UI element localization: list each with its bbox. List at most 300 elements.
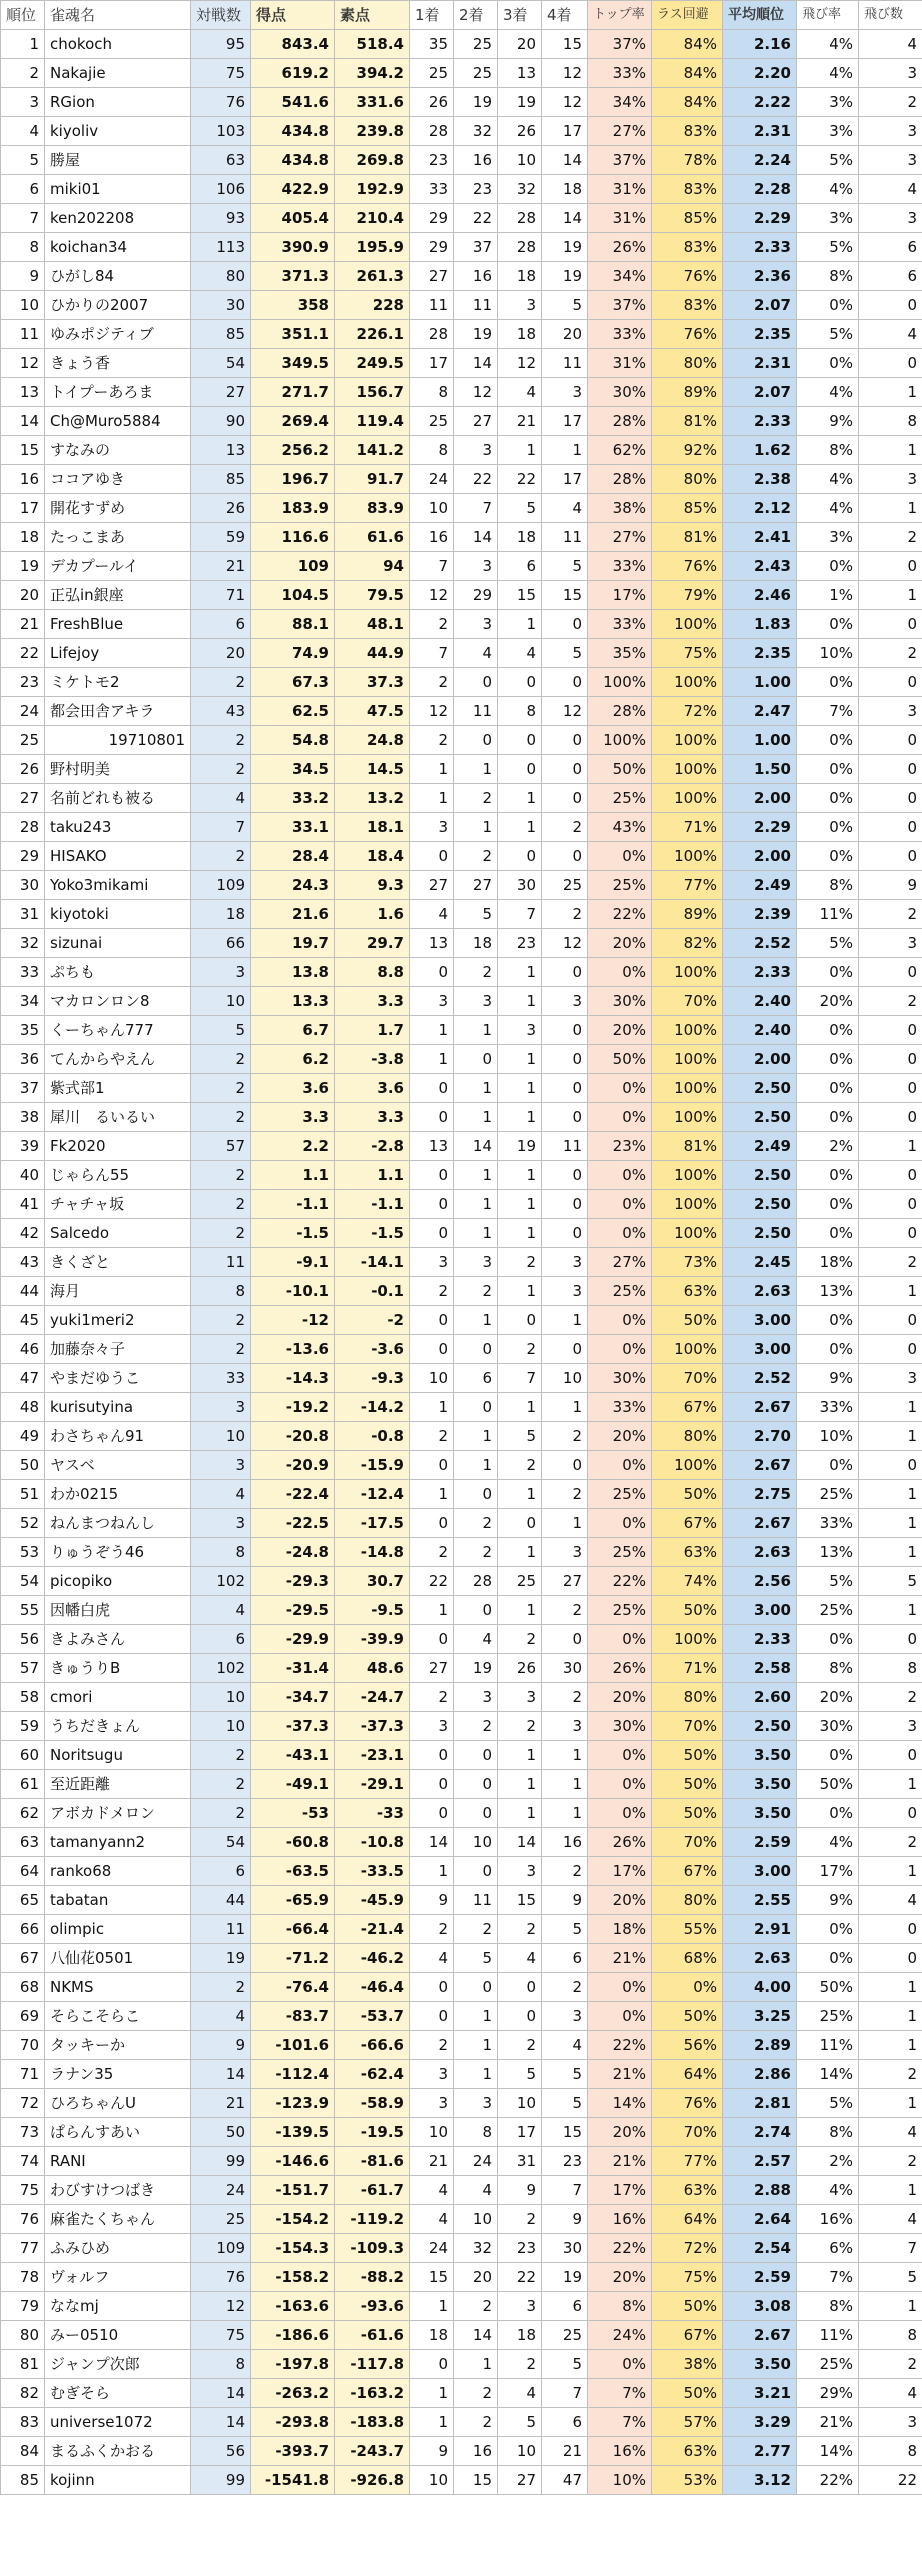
second-cell: 19: [454, 1654, 498, 1683]
fourth-cell: 3: [542, 1248, 588, 1277]
games-cell: 59: [191, 523, 251, 552]
games-cell: 14: [191, 2060, 251, 2089]
score-cell: 19.7: [251, 929, 335, 958]
rank-cell: 33: [1, 958, 45, 987]
second-cell: 2: [454, 842, 498, 871]
rank-cell: 19: [1, 552, 45, 581]
name-cell: FreshBlue: [45, 610, 191, 639]
last-avoid-cell: 84%: [652, 88, 723, 117]
avg-rank-cell: 2.60: [723, 1683, 797, 1712]
last-avoid-cell: 76%: [652, 262, 723, 291]
first-cell: 10: [410, 2466, 454, 2495]
score-cell: -163.6: [251, 2292, 335, 2321]
third-cell: 13: [498, 59, 542, 88]
second-cell: 1: [454, 755, 498, 784]
table-row: [1, 697, 922, 726]
rank-cell: 78: [1, 2263, 45, 2292]
first-cell: 10: [410, 2118, 454, 2147]
score-cell: -14.3: [251, 1364, 335, 1393]
name-cell: 正弘in銀座: [45, 581, 191, 610]
table-row: [1, 929, 922, 958]
top-rate-cell: 25%: [588, 784, 652, 813]
name-cell: ミケトモ2: [45, 668, 191, 697]
avg-rank-cell: 3.00: [723, 1335, 797, 1364]
score-cell: -139.5: [251, 2118, 335, 2147]
name-cell: たっこまあ: [45, 523, 191, 552]
score-cell: 541.6: [251, 88, 335, 117]
score-cell: 371.3: [251, 262, 335, 291]
rank-cell: 47: [1, 1364, 45, 1393]
last-avoid-cell: 55%: [652, 1915, 723, 1944]
raw-score-cell: -14.2: [335, 1393, 410, 1422]
name-cell: わびすけつばき: [45, 2176, 191, 2205]
first-cell: 0: [410, 1335, 454, 1364]
games-cell: 43: [191, 697, 251, 726]
bust-rate-cell: 4%: [797, 1828, 859, 1857]
top-rate-cell: 23%: [588, 1132, 652, 1161]
rank-cell: 11: [1, 320, 45, 349]
name-cell: picopiko: [45, 1567, 191, 1596]
avg-rank-cell: 2.00: [723, 842, 797, 871]
rank-cell: 20: [1, 581, 45, 610]
bust-rate-cell: 25%: [797, 1596, 859, 1625]
second-cell: 0: [454, 1393, 498, 1422]
table-row: [1, 1219, 922, 1248]
name-cell: てんからやえん: [45, 1045, 191, 1074]
games-cell: 93: [191, 204, 251, 233]
name-cell: タッキーか: [45, 2031, 191, 2060]
first-cell: 1: [410, 2292, 454, 2321]
table-row: [1, 1248, 922, 1277]
games-cell: 5: [191, 1016, 251, 1045]
fourth-cell: 0: [542, 842, 588, 871]
score-cell: 116.6: [251, 523, 335, 552]
bust-rate-cell: 11%: [797, 2321, 859, 2350]
games-cell: 25: [191, 2205, 251, 2234]
third-cell: 19: [498, 1132, 542, 1161]
raw-score-cell: -61.7: [335, 2176, 410, 2205]
bust-count-cell: 2: [859, 2350, 922, 2379]
table-row: [1, 1364, 922, 1393]
rank-cell: 71: [1, 2060, 45, 2089]
second-cell: 29: [454, 581, 498, 610]
last-avoid-cell: 92%: [652, 436, 723, 465]
bust-rate-cell: 0%: [797, 1045, 859, 1074]
score-cell: 104.5: [251, 581, 335, 610]
fourth-cell: 0: [542, 610, 588, 639]
third-cell: 1: [498, 1596, 542, 1625]
table-row: [1, 987, 922, 1016]
second-cell: 2: [454, 2292, 498, 2321]
rank-cell: 67: [1, 1944, 45, 1973]
name-cell: ひろちゃんU: [45, 2089, 191, 2118]
second-cell: 5: [454, 1944, 498, 1973]
table-row: [1, 1799, 922, 1828]
third-cell: 23: [498, 929, 542, 958]
games-cell: 85: [191, 465, 251, 494]
avg-rank-cell: 2.49: [723, 871, 797, 900]
bust-count-cell: 8: [859, 2321, 922, 2350]
raw-score-cell: -9.5: [335, 1596, 410, 1625]
bust-rate-cell: 30%: [797, 1712, 859, 1741]
last-avoid-cell: 81%: [652, 1132, 723, 1161]
top-rate-cell: 20%: [588, 1886, 652, 1915]
first-cell: 14: [410, 1828, 454, 1857]
first-cell: 0: [410, 1103, 454, 1132]
second-cell: 22: [454, 204, 498, 233]
name-cell: 開花すずめ: [45, 494, 191, 523]
raw-score-cell: 14.5: [335, 755, 410, 784]
rank-cell: 44: [1, 1277, 45, 1306]
score-cell: 34.5: [251, 755, 335, 784]
games-cell: 8: [191, 1538, 251, 1567]
avg-rank-cell: 3.00: [723, 1306, 797, 1335]
table-row: [1, 378, 922, 407]
col-header-last-avoid: ラス回避: [652, 1, 723, 30]
score-cell: -24.8: [251, 1538, 335, 1567]
games-cell: 75: [191, 2321, 251, 2350]
third-cell: 3: [498, 291, 542, 320]
col-header-games: 対戦数: [191, 1, 251, 30]
games-cell: 2: [191, 726, 251, 755]
bust-count-cell: 6: [859, 262, 922, 291]
bust-rate-cell: 8%: [797, 262, 859, 291]
avg-rank-cell: 2.88: [723, 2176, 797, 2205]
top-rate-cell: 28%: [588, 697, 652, 726]
bust-rate-cell: 4%: [797, 494, 859, 523]
second-cell: 1: [454, 1016, 498, 1045]
second-cell: 27: [454, 871, 498, 900]
bust-count-cell: 0: [859, 610, 922, 639]
bust-rate-cell: 5%: [797, 929, 859, 958]
raw-score-cell: 331.6: [335, 88, 410, 117]
bust-count-cell: 5: [859, 2263, 922, 2292]
fourth-cell: 3: [542, 1538, 588, 1567]
avg-rank-cell: 4.00: [723, 1973, 797, 2002]
top-rate-cell: 20%: [588, 2263, 652, 2292]
first-cell: 18: [410, 2321, 454, 2350]
second-cell: 14: [454, 1132, 498, 1161]
name-cell: Yoko3mikami: [45, 871, 191, 900]
raw-score-cell: -1.5: [335, 1219, 410, 1248]
raw-score-cell: -29.1: [335, 1770, 410, 1799]
table-row: [1, 436, 922, 465]
third-cell: 3: [498, 2292, 542, 2321]
raw-score-cell: 79.5: [335, 581, 410, 610]
fourth-cell: 5: [542, 1915, 588, 1944]
table-row: [1, 117, 922, 146]
last-avoid-cell: 50%: [652, 1480, 723, 1509]
fourth-cell: 2: [542, 1422, 588, 1451]
avg-rank-cell: 2.55: [723, 1886, 797, 1915]
fourth-cell: 30: [542, 2234, 588, 2263]
rank-cell: 25: [1, 726, 45, 755]
bust-rate-cell: 0%: [797, 1451, 859, 1480]
first-cell: 0: [410, 1306, 454, 1335]
top-rate-cell: 100%: [588, 668, 652, 697]
rank-cell: 35: [1, 1016, 45, 1045]
name-cell: くーちゃん777: [45, 1016, 191, 1045]
score-cell: -65.9: [251, 1886, 335, 1915]
top-rate-cell: 43%: [588, 813, 652, 842]
games-cell: 3: [191, 1451, 251, 1480]
games-cell: 30: [191, 291, 251, 320]
table-row: [1, 2466, 922, 2495]
name-cell: taku243: [45, 813, 191, 842]
table-row: [1, 1393, 922, 1422]
games-cell: 80: [191, 262, 251, 291]
third-cell: 3: [498, 1857, 542, 1886]
name-cell: ranko68: [45, 1857, 191, 1886]
top-rate-cell: 16%: [588, 2437, 652, 2466]
bust-rate-cell: 0%: [797, 813, 859, 842]
fourth-cell: 3: [542, 378, 588, 407]
games-cell: 13: [191, 436, 251, 465]
col-header-top-rate: トップ率: [588, 1, 652, 30]
bust-count-cell: 5: [859, 1567, 922, 1596]
avg-rank-cell: 3.50: [723, 1799, 797, 1828]
top-rate-cell: 0%: [588, 1190, 652, 1219]
second-cell: 20: [454, 2263, 498, 2292]
name-cell: ken202208: [45, 204, 191, 233]
top-rate-cell: 30%: [588, 987, 652, 1016]
table-row: [1, 1103, 922, 1132]
table-row: [1, 1712, 922, 1741]
table-row: [1, 1654, 922, 1683]
table-row: [1, 2321, 922, 2350]
name-cell: 麻雀たくちゃん: [45, 2205, 191, 2234]
raw-score-cell: -93.6: [335, 2292, 410, 2321]
score-cell: -13.6: [251, 1335, 335, 1364]
last-avoid-cell: 67%: [652, 1393, 723, 1422]
bust-rate-cell: 0%: [797, 610, 859, 639]
third-cell: 30: [498, 871, 542, 900]
bust-rate-cell: 25%: [797, 2350, 859, 2379]
first-cell: 3: [410, 2089, 454, 2118]
score-cell: -1.5: [251, 1219, 335, 1248]
score-cell: -53: [251, 1799, 335, 1828]
last-avoid-cell: 83%: [652, 117, 723, 146]
name-cell: デカプールイ: [45, 552, 191, 581]
score-cell: -154.2: [251, 2205, 335, 2234]
fourth-cell: 3: [542, 2002, 588, 2031]
table-row: [1, 262, 922, 291]
second-cell: 1: [454, 2350, 498, 2379]
avg-rank-cell: 2.07: [723, 378, 797, 407]
last-avoid-cell: 50%: [652, 1799, 723, 1828]
last-avoid-cell: 50%: [652, 2379, 723, 2408]
raw-score-cell: 61.6: [335, 523, 410, 552]
bust-rate-cell: 0%: [797, 842, 859, 871]
bust-count-cell: 1: [859, 1132, 922, 1161]
name-cell: 都会田舎アキラ: [45, 697, 191, 726]
rank-cell: 76: [1, 2205, 45, 2234]
fourth-cell: 0: [542, 1074, 588, 1103]
avg-rank-cell: 1.83: [723, 610, 797, 639]
third-cell: 15: [498, 1886, 542, 1915]
raw-score-cell: 30.7: [335, 1567, 410, 1596]
name-cell: ヴォルフ: [45, 2263, 191, 2292]
bust-count-cell: 0: [859, 1103, 922, 1132]
top-rate-cell: 22%: [588, 900, 652, 929]
score-cell: 88.1: [251, 610, 335, 639]
second-cell: 1: [454, 813, 498, 842]
fourth-cell: 11: [542, 1132, 588, 1161]
second-cell: 22: [454, 465, 498, 494]
second-cell: 25: [454, 30, 498, 59]
last-avoid-cell: 71%: [652, 1654, 723, 1683]
name-cell: じゃらん55: [45, 1161, 191, 1190]
raw-score-cell: -3.8: [335, 1045, 410, 1074]
last-avoid-cell: 80%: [652, 1683, 723, 1712]
top-rate-cell: 34%: [588, 88, 652, 117]
first-cell: 33: [410, 175, 454, 204]
bust-count-cell: 1: [859, 581, 922, 610]
fourth-cell: 17: [542, 465, 588, 494]
second-cell: 11: [454, 697, 498, 726]
table-row: [1, 581, 922, 610]
rank-cell: 53: [1, 1538, 45, 1567]
second-cell: 8: [454, 2118, 498, 2147]
first-cell: 10: [410, 1364, 454, 1393]
score-cell: 62.5: [251, 697, 335, 726]
fourth-cell: 19: [542, 262, 588, 291]
third-cell: 2: [498, 1915, 542, 1944]
rank-cell: 17: [1, 494, 45, 523]
last-avoid-cell: 81%: [652, 523, 723, 552]
score-cell: 405.4: [251, 204, 335, 233]
table-row: [1, 1016, 922, 1045]
bust-rate-cell: 0%: [797, 1306, 859, 1335]
score-cell: -158.2: [251, 2263, 335, 2292]
raw-score-cell: 24.8: [335, 726, 410, 755]
bust-count-cell: 2: [859, 2147, 922, 2176]
rank-cell: 56: [1, 1625, 45, 1654]
fourth-cell: 15: [542, 30, 588, 59]
fourth-cell: 19: [542, 2263, 588, 2292]
score-cell: -9.1: [251, 1248, 335, 1277]
table-row: [1, 958, 922, 987]
last-avoid-cell: 50%: [652, 1306, 723, 1335]
bust-count-cell: 0: [859, 1625, 922, 1654]
bust-rate-cell: 0%: [797, 1625, 859, 1654]
score-cell: -101.6: [251, 2031, 335, 2060]
avg-rank-cell: 2.77: [723, 2437, 797, 2466]
avg-rank-cell: 2.52: [723, 929, 797, 958]
games-cell: 10: [191, 1683, 251, 1712]
bust-rate-cell: 4%: [797, 2176, 859, 2205]
col-header-score: 得点: [251, 1, 335, 30]
table-row: [1, 2292, 922, 2321]
top-rate-cell: 7%: [588, 2379, 652, 2408]
last-avoid-cell: 78%: [652, 146, 723, 175]
fourth-cell: 11: [542, 523, 588, 552]
top-rate-cell: 0%: [588, 1973, 652, 2002]
games-cell: 54: [191, 1828, 251, 1857]
games-cell: 99: [191, 2147, 251, 2176]
avg-rank-cell: 2.00: [723, 784, 797, 813]
top-rate-cell: 31%: [588, 349, 652, 378]
name-cell: 犀川 るいるい: [45, 1103, 191, 1132]
second-cell: 27: [454, 407, 498, 436]
raw-score-cell: 48.6: [335, 1654, 410, 1683]
bust-count-cell: 9: [859, 871, 922, 900]
games-cell: 2: [191, 1306, 251, 1335]
table-row: [1, 2263, 922, 2292]
avg-rank-cell: 2.36: [723, 262, 797, 291]
fourth-cell: 2: [542, 1973, 588, 2002]
last-avoid-cell: 63%: [652, 1538, 723, 1567]
games-cell: 44: [191, 1886, 251, 1915]
games-cell: 66: [191, 929, 251, 958]
score-cell: 183.9: [251, 494, 335, 523]
games-cell: 113: [191, 233, 251, 262]
bust-count-cell: 1: [859, 1509, 922, 1538]
first-cell: 2: [410, 668, 454, 697]
last-avoid-cell: 100%: [652, 1074, 723, 1103]
rank-cell: 2: [1, 59, 45, 88]
bust-rate-cell: 4%: [797, 378, 859, 407]
rank-cell: 10: [1, 291, 45, 320]
raw-score-cell: -2.8: [335, 1132, 410, 1161]
top-rate-cell: 20%: [588, 2118, 652, 2147]
second-cell: 11: [454, 291, 498, 320]
name-cell: きよみさん: [45, 1625, 191, 1654]
second-cell: 12: [454, 378, 498, 407]
table-row: [1, 1480, 922, 1509]
last-avoid-cell: 50%: [652, 1596, 723, 1625]
top-rate-cell: 20%: [588, 1683, 652, 1712]
third-cell: 1: [498, 1277, 542, 1306]
games-cell: 2: [191, 1074, 251, 1103]
second-cell: 25: [454, 59, 498, 88]
first-cell: 29: [410, 233, 454, 262]
first-cell: 3: [410, 1248, 454, 1277]
bust-rate-cell: 0%: [797, 668, 859, 697]
raw-score-cell: -33: [335, 1799, 410, 1828]
name-cell: やまだゆうこ: [45, 1364, 191, 1393]
table-row: [1, 2205, 922, 2234]
raw-score-cell: -10.8: [335, 1828, 410, 1857]
fourth-cell: 3: [542, 1277, 588, 1306]
games-cell: 2: [191, 1741, 251, 1770]
table-row: [1, 1683, 922, 1712]
rank-cell: 49: [1, 1422, 45, 1451]
avg-rank-cell: 2.59: [723, 1828, 797, 1857]
first-cell: 1: [410, 2408, 454, 2437]
last-avoid-cell: 38%: [652, 2350, 723, 2379]
raw-score-cell: -14.8: [335, 1538, 410, 1567]
avg-rank-cell: 2.57: [723, 2147, 797, 2176]
rank-cell: 55: [1, 1596, 45, 1625]
rank-cell: 30: [1, 871, 45, 900]
fourth-cell: 2: [542, 900, 588, 929]
top-rate-cell: 17%: [588, 2176, 652, 2205]
bust-count-cell: 3: [859, 465, 922, 494]
table-row: [1, 494, 922, 523]
name-cell: miki01: [45, 175, 191, 204]
bust-rate-cell: 9%: [797, 1886, 859, 1915]
last-avoid-cell: 80%: [652, 349, 723, 378]
first-cell: 0: [410, 2002, 454, 2031]
fourth-cell: 25: [542, 871, 588, 900]
fourth-cell: 0: [542, 1219, 588, 1248]
games-cell: 99: [191, 2466, 251, 2495]
bust-rate-cell: 8%: [797, 871, 859, 900]
bust-count-cell: 0: [859, 842, 922, 871]
last-avoid-cell: 76%: [652, 552, 723, 581]
bust-rate-cell: 3%: [797, 117, 859, 146]
